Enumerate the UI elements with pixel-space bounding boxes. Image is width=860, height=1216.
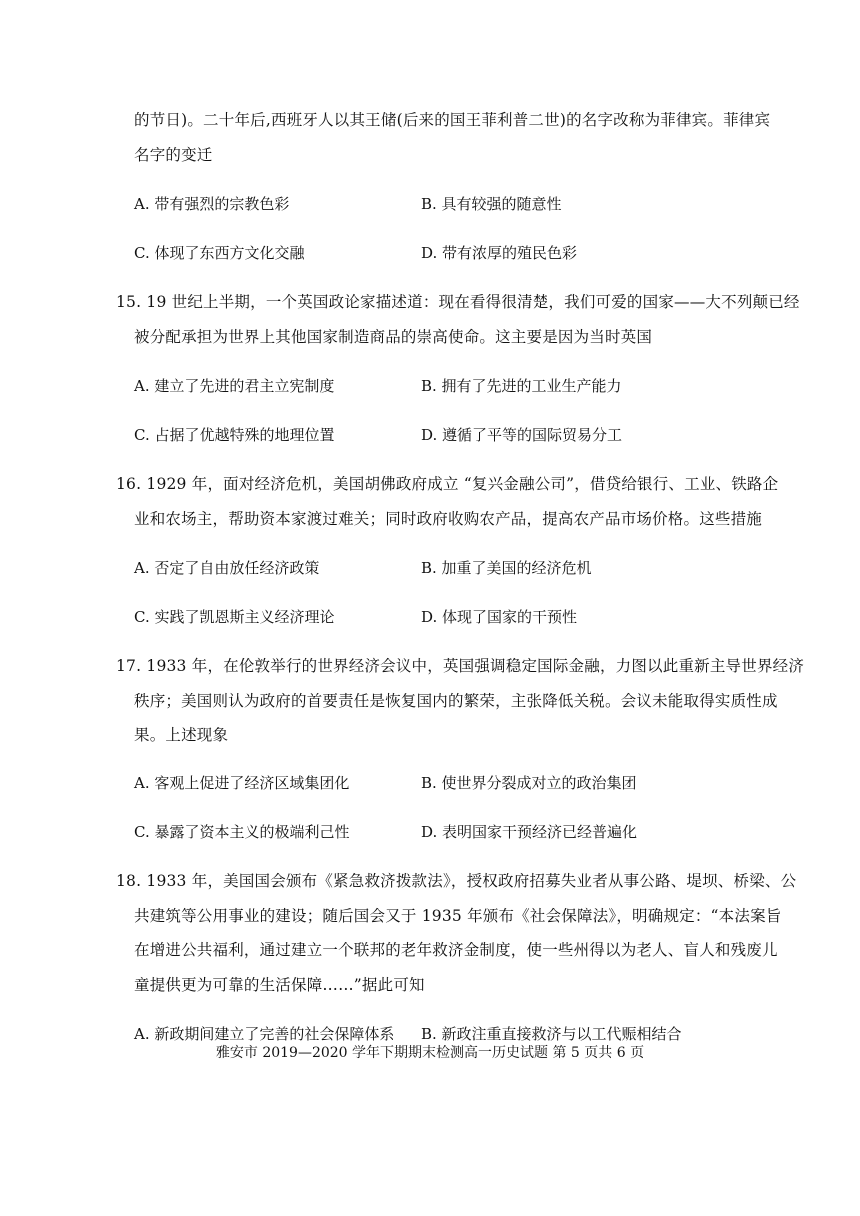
question-16-option-a: A. 否定了自由放任经济政策 [134, 559, 320, 577]
question-15-option-a: A. 建立了先进的君主立宪制度 [134, 377, 335, 395]
question-16-line: 业和农场主，帮助资本家渡过难关；同时政府收购农产品，提高农产品市场价格。这些措施 [134, 510, 763, 528]
question-17-option-b: B. 使世界分裂成对立的政治集团 [421, 774, 637, 792]
question-16-option-c: C. 实践了凯恩斯主义经济理论 [134, 608, 335, 626]
option-d: D. 带有浓厚的殖民色彩 [421, 244, 578, 262]
question-17-line: 17. 1933 年，在伦敦举行的世界经济会议中，英国强调稳定国际金融，力图以此重新主导世界经济 [116, 657, 805, 675]
question-15-option-c: C. 占据了优越特殊的地理位置 [134, 426, 335, 444]
page-footer: 雅安市 2019—2020 学年下期期末检测高一历史试题 第 5 页共 6 页 [215, 1045, 645, 1061]
question-18-option-a: A. 新政期间建立了完善的社会保障体系 [134, 1025, 395, 1043]
question-18-line: 18. 1933 年，美国国会颁布《紧急救济拨款法》，授权政府招募失业者从事公路、堤坝、桥梁、公 [116, 872, 797, 890]
option-c: C. 体现了东西方文化交融 [134, 244, 305, 262]
option-b: B. 具有较强的随意性 [421, 195, 562, 213]
question-17-option-d: D. 表明国家干预经济已经普遍化 [421, 823, 638, 841]
question-text-line: 的节日)。二十年后,西班牙人以其王储(后来的国王菲利普二世)的名字改称为菲律宾。菲律宾 [134, 111, 771, 129]
option-a: A. 带有强烈的宗教色彩 [134, 195, 290, 213]
question-17-line: 果。上述现象 [134, 726, 229, 744]
question-18-option-b: B. 新政注重直接救济与以工代赈相结合 [421, 1025, 682, 1043]
question-16-option-b: B. 加重了美国的经济危机 [421, 559, 592, 577]
question-15-line: 15. 19 世纪上半期，一个英国政论家描述道：现在看得很清楚，我们可爱的国家——大不列颠已经 [116, 293, 800, 311]
question-15-option-d: D. 遵循了平等的国际贸易分工 [421, 426, 623, 444]
question-18-line: 共建筑等公用事业的建设；随后国会又于 1935 年颁布《社会保障法》，明确规定：“本法案旨 [134, 907, 782, 925]
question-16-option-d: D. 体现了国家的干预性 [421, 608, 578, 626]
question-17-option-c: C. 暴露了资本主义的极端利己性 [134, 823, 350, 841]
question-15-line: 被分配承担为世界上其他国家制造商品的崇高使命。这主要是因为当时英国 [134, 328, 653, 346]
question-16-line: 16. 1929 年，面对经济危机，美国胡佛政府成立 “复兴金融公司”，借贷给银行、工业、铁路企 [116, 475, 779, 493]
question-18-line: 童提供更为可靠的生活保障……”据此可知 [134, 976, 425, 994]
question-15-option-b: B. 拥有了先进的工业生产能力 [421, 377, 622, 395]
question-17-line: 秩序；美国则认为政府的首要责任是恢复国内的繁荣，主张降低关税。会议未能取得实质性成 [134, 692, 778, 710]
question-text-line: 名字的变迁 [134, 146, 213, 164]
question-17-option-a: A. 客观上促进了经济区域集团化 [134, 774, 350, 792]
question-18-line: 在增进公共福利，通过建立一个联邦的老年救济金制度，使一些州得以为老人、盲人和残废儿 [134, 941, 778, 959]
